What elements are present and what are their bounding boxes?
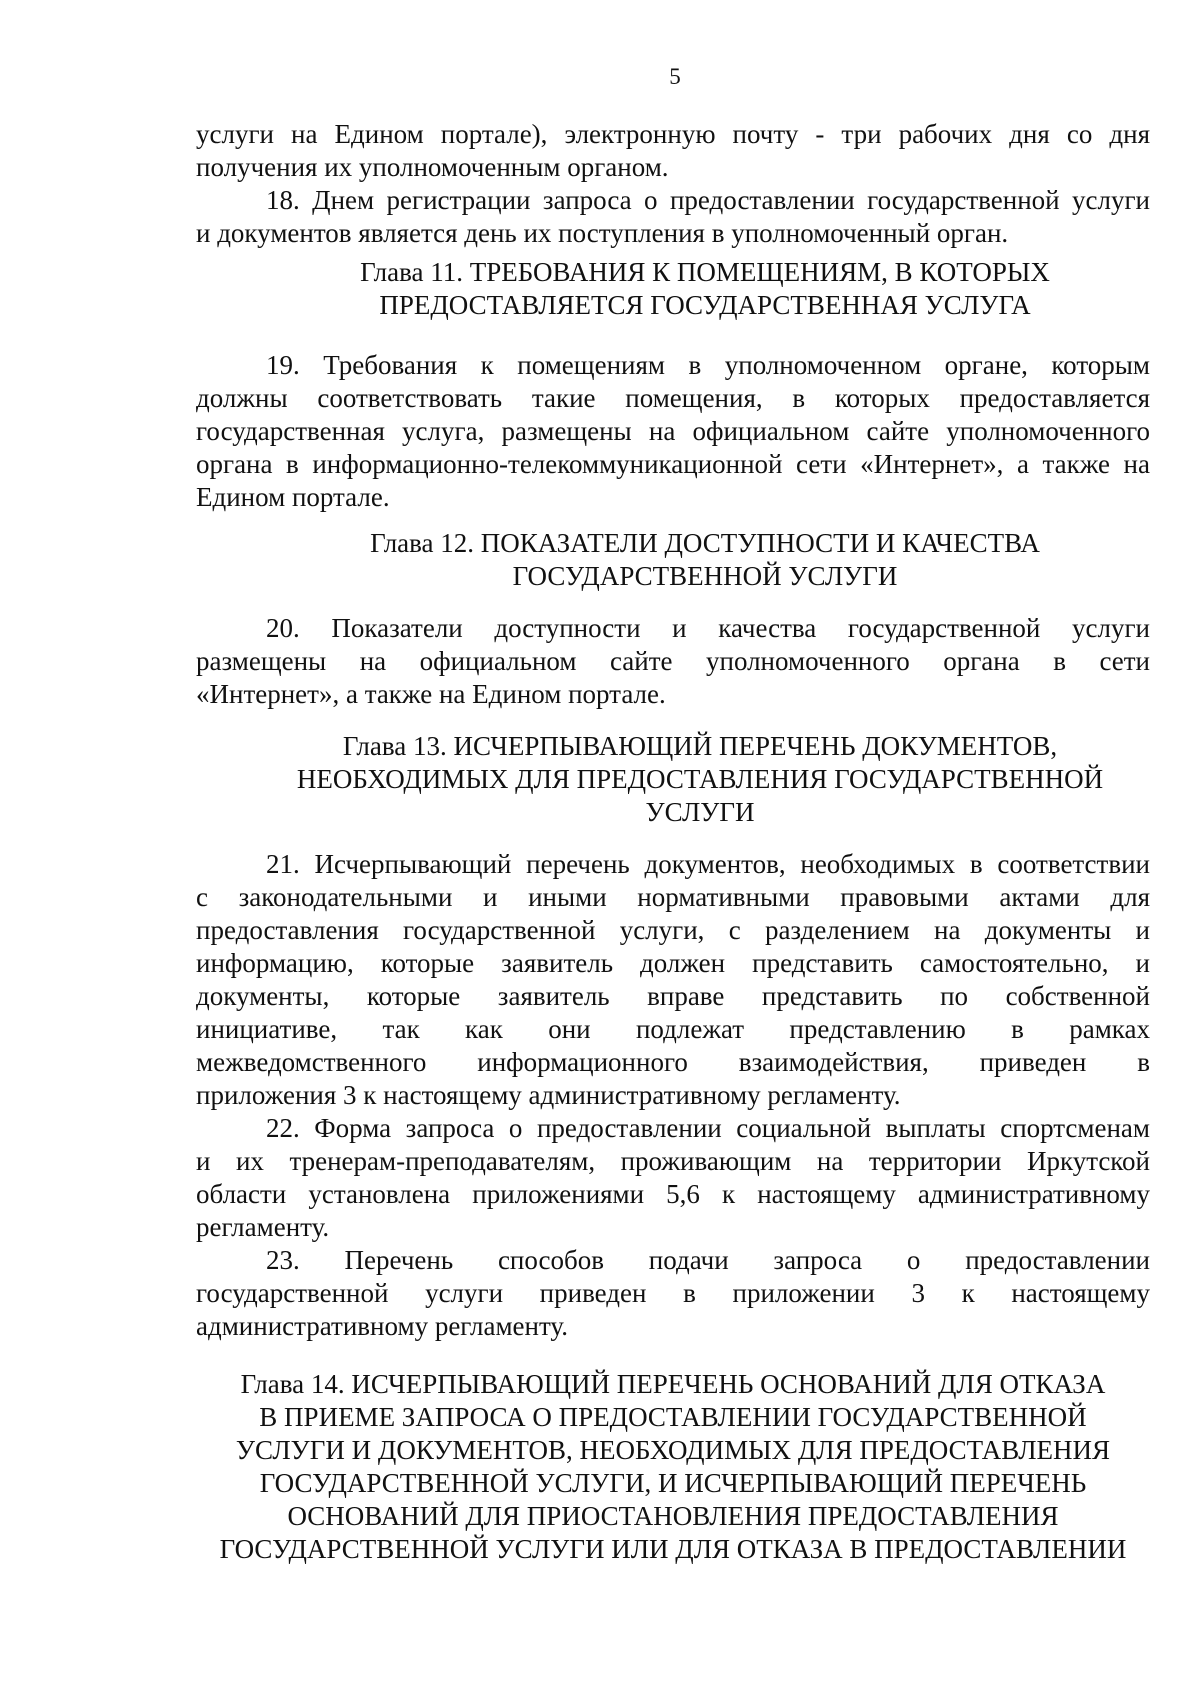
paragraph-20 <box>196 612 1150 711</box>
paragraph-22 <box>196 1112 1150 1244</box>
text-line: 18. Днем регистрации запроса о предоставлении государственной услуги <box>266 185 1150 215</box>
text-line: Едином портале. <box>196 482 390 512</box>
page-number: 5 <box>669 64 681 89</box>
heading-line: В ПРИЕМЕ ЗАПРОСА О ПРЕДОСТАВЛЕНИИ ГОСУДАРСТВЕННОЙ <box>259 1402 1087 1432</box>
text-line: государственной услуги приведен в приложении 3 к настоящему <box>196 1278 1150 1308</box>
text-line: получения их уполномоченным органом. <box>196 152 669 182</box>
chapter-12-heading <box>260 527 1150 593</box>
text-line: «Интернет», а также на Едином портале. <box>196 679 666 709</box>
heading-line: ПРЕДОСТАВЛЯЕТСЯ ГОСУДАРСТВЕННАЯ УСЛУГА <box>379 290 1031 320</box>
text-line: с законодательными и иными нормативными правовыми актами для <box>196 882 1150 912</box>
heading-line: Глава 12. ПОКАЗАТЕЛИ ДОСТУПНОСТИ И КАЧЕСТВА <box>370 528 1040 558</box>
text-line: информацию, которые заявитель должен представить самостоятельно, и <box>196 948 1150 978</box>
chapter-13-heading <box>230 730 1170 829</box>
text-line: инициативе, так как они подлежат представлению в рамках <box>196 1014 1150 1044</box>
heading-line: НЕОБХОДИМЫХ ДЛЯ ПРЕДОСТАВЛЕНИЯ ГОСУДАРСТВЕННОЙ <box>296 764 1104 794</box>
text-line: и документов является день их поступления в уполномоченный орган. <box>196 218 1009 248</box>
paragraph-19 <box>196 349 1150 514</box>
paragraph-21 <box>196 848 1150 1112</box>
heading-line: Глава 11. ТРЕБОВАНИЯ К ПОМЕЩЕНИЯМ, В КОТОРЫХ <box>360 257 1050 287</box>
heading-line: ГОСУДАРСТВЕННОЙ УСЛУГИ, И ИСЧЕРПЫВАЮЩИЙ ПЕРЕЧЕНЬ <box>259 1468 1087 1498</box>
text-line: приложения 3 к настоящему административному регламенту. <box>196 1080 901 1110</box>
text-line: 21. Исчерпывающий перечень документов, необходимых в соответствии <box>266 849 1150 879</box>
text-line: административному регламенту. <box>196 1311 568 1341</box>
text-line: должны соответствовать такие помещения, в которых предоставляется <box>196 383 1150 413</box>
heading-line: Глава 14. ИСЧЕРПЫВАЮЩИЙ ПЕРЕЧЕНЬ ОСНОВАНИЙ ДЛЯ ОТКАЗА <box>240 1369 1106 1399</box>
chapter-14-heading <box>196 1368 1150 1566</box>
text-line: государственная услуга, размещены на официальном сайте уполномоченного <box>196 416 1150 446</box>
text-line: регламенту. <box>196 1212 330 1242</box>
text-line: области установлена приложениями 5,6 к настоящему административному <box>196 1179 1150 1209</box>
text-line: 20. Показатели доступности и качества государственной услуги <box>266 613 1150 643</box>
heading-line: УСЛУГИ И ДОКУМЕНТОВ, НЕОБХОДИМЫХ ДЛЯ ПРЕДОСТАВЛЕНИЯ <box>235 1435 1111 1465</box>
text-line: документы, которые заявитель вправе представить по собственной <box>196 981 1150 1011</box>
paragraph-continuation <box>196 118 1150 250</box>
text-line: 23. Перечень способов подачи запроса о предоставлении <box>266 1245 1150 1275</box>
heading-line: Глава 13. ИСЧЕРПЫВАЮЩИЙ ПЕРЕЧЕНЬ ДОКУМЕНТОВ, <box>342 731 1058 761</box>
heading-line: ГОСУДАРСТВЕННОЙ УСЛУГИ ИЛИ ДЛЯ ОТКАЗА В ПРЕДОСТАВЛЕНИИ <box>219 1534 1127 1564</box>
heading-line: УСЛУГИ <box>645 797 755 827</box>
heading-line: ОСНОВАНИЙ ДЛЯ ПРИОСТАНОВЛЕНИЯ ПРЕДОСТАВЛЕНИЯ <box>287 1501 1059 1531</box>
text-line: размещены на официальном сайте уполномоченного органа в сети <box>196 646 1150 676</box>
chapter-11-heading <box>260 256 1150 322</box>
paragraph-23 <box>196 1244 1150 1343</box>
heading-line: ГОСУДАРСТВЕННОЙ УСЛУГИ <box>512 561 898 591</box>
text-line: органа в информационно-телекоммуникационной сети «Интернет», а также на <box>196 449 1150 479</box>
text-line: 22. Форма запроса о предоставлении социальной выплаты спортсменам <box>266 1113 1150 1143</box>
text-line: предоставления государственной услуги, с разделением на документы и <box>196 915 1150 945</box>
text-line: и их тренерам-преподавателям, проживающим на территории Иркутской <box>196 1146 1150 1176</box>
text-line: услуги на Едином портале), электронную почту - три рабочих дня со дня <box>196 119 1150 149</box>
text-line: 19. Требования к помещениям в уполномоченном органе, которым <box>266 350 1150 380</box>
text-line: межведомственного информационного взаимодействия, приведен в <box>196 1047 1150 1077</box>
